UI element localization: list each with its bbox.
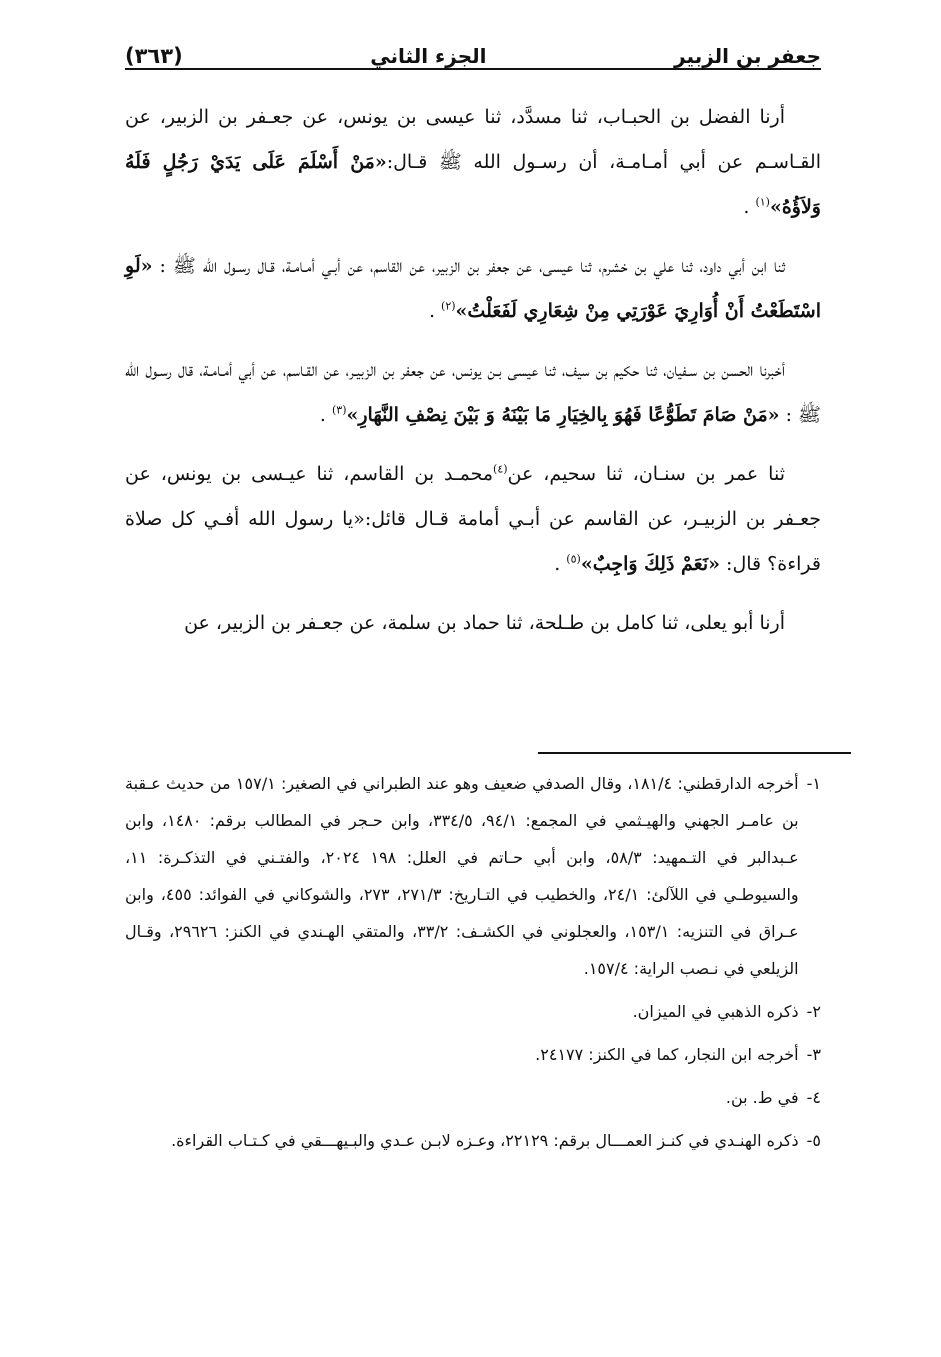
footnote-ref: (٣) xyxy=(331,403,347,417)
hadith-text: «نَعَمْ ذَلِكَ وَاجِبٌ» xyxy=(580,553,721,575)
header-rule xyxy=(125,68,821,70)
running-head-volume: الجزء الثاني xyxy=(370,44,487,68)
hadith-text: «لَوِ اسْتَطَعْتُ أَنْ أُوَارِيَ عَوْرَتِي مِنْ شِعَارِي لَفَعَلْتُ» xyxy=(125,255,821,322)
footnote-number: ٣- xyxy=(806,1045,821,1064)
footnote-item xyxy=(125,765,821,987)
closing-mark: . xyxy=(428,300,442,322)
narration-chain: ثنا عمر بن سنـان، ثنا سحيم، عن xyxy=(507,463,785,485)
narration-chain: أرنا الفضل بن الحبـاب، ثنا مسدَّد، ثنا عيسى بن يونس، عن جعـفر بن الزبير، عن القـاسـم عن أبي أمـامـة، أن رسـول الله ﷺ قـال: xyxy=(125,106,821,173)
paragraph-3 xyxy=(125,348,821,438)
paragraph-2 xyxy=(125,244,821,334)
hadith-text: «مَنْ صَامَ تَطَوُّعًا فَهُوَ بِالخِيَارِ مَا بَيْنَهُ وَ بَيْنَ نِصْفِ النَّهَارِ» xyxy=(346,404,780,426)
footnote-text: في ط. بن. xyxy=(725,1088,799,1107)
footnote-ref: (٢) xyxy=(441,299,456,313)
closing-mark: . xyxy=(319,404,332,426)
narration-chain: أرنا أبو يعلى، ثنا كامل بن طـلحة، ثنا حماد بن سلمة، عن جعـفر بن الزبير، عن xyxy=(184,612,785,634)
paragraph-4 xyxy=(125,452,821,587)
narration-chain-cont: محمـد بن القاسم، ثنا عيـسى بن يونس، عن جعـفر بن الزبيـر، عن القاسم عن أبـي أمامة قـال قائل:«يا رسول الله أفـي كل صلاة قراءة؟ قال: xyxy=(125,463,821,575)
footnote-text: ذكره الذهبي في الميزان. xyxy=(632,1002,799,1021)
footnote-number: ٥- xyxy=(806,1131,821,1150)
paragraph-5 xyxy=(125,601,821,646)
narration-chain: أخبرنا الحسن بن سـفيان، ثنا حكيم بن سيف، ثنا عيسى بـن يونس، عن جعفر بن الزبيـر، عن القـاسم، عن أبي أمـامـة، قال رسـول الله ﷺ : xyxy=(125,359,821,426)
footnote-ref: (١) xyxy=(755,195,770,209)
footnote-text: أخرجه الدارقطني: ١٨١/٤، وقال الصدفي ضعيف وهو عند الطبراني في الصغير: ١٥٧/١ من حديث عـقبة بن عامـر الجهني والهيـثمي في المجمع: ٩٤/١، ٣٣٤/٥، وابن حـجر في المطالب برقم: ١٤٨٠، وابن عـبدالبر في التـمهيد: ٥٨/٣، وابن أبي حـاتم في العلل: ١٩٨ ٢٠٢٤، والفتـني في التذكـرة: ١١، والسيوطـي في اللآلئ: ٢٤/١، والخطيب في التـاريخ: ٢٧١/٣، ٢٧٣، والشوكاني في الفوائد: ٤٥٥، وابن عـراق في التنزيه: ١٥٣/١، والعجلوني في الكشـف: ٣٣/٢، والمتقي الهـندي في الكنز: ٢٩٦٢٦، وقـال الزيلعي في نـصب الراية: ١٥٧/٤. xyxy=(125,774,799,978)
closing-mark: . xyxy=(554,553,567,575)
footnote-item xyxy=(125,1079,821,1116)
paragraph-1 xyxy=(125,95,821,230)
narration-chain: ثنا ابن أبي داود، ثنا علي بن خشرم، ثنا عيسى، عن جعفر بن الزبير، عن القاسم، عن أبـي أمـامـة، قـال رسـول الله ﷺ : xyxy=(152,255,785,277)
closing-mark: . xyxy=(743,196,756,218)
main-text xyxy=(125,95,821,660)
footnote-number: ٤- xyxy=(806,1088,821,1107)
footnote-text: أخرجه ابن النجار، كما في الكنز: ٢٤١٧٧. xyxy=(535,1045,799,1064)
footnote-ref: (٤) xyxy=(493,462,508,476)
running-head-chapter: جعفر بن الزبير xyxy=(674,44,821,68)
running-head xyxy=(125,28,821,68)
footnote-item xyxy=(125,1036,821,1073)
hadith-text: «مَنْ أَسْلَمَ عَلَى يَدَيْ رَجُلٍ فَلَهُ وَلاَؤُهُ» xyxy=(125,151,821,218)
footnote-rule xyxy=(538,752,851,754)
footnote-number: ١- xyxy=(806,774,821,793)
footnote-ref: (٥) xyxy=(566,552,581,566)
page-number: (٣٦٣) xyxy=(125,44,183,68)
footnote-item xyxy=(125,993,821,1030)
footnotes xyxy=(125,765,821,1165)
footnote-text: ذكره الهنـدي في كنـز العمـــال برقم: ٢٢١٢٩، وعـزه لابـن عـدي والبـيهـــقي في كـتـاب القراءة. xyxy=(171,1131,799,1150)
footnote-item xyxy=(125,1122,821,1159)
footnote-number: ٢- xyxy=(806,1002,821,1021)
